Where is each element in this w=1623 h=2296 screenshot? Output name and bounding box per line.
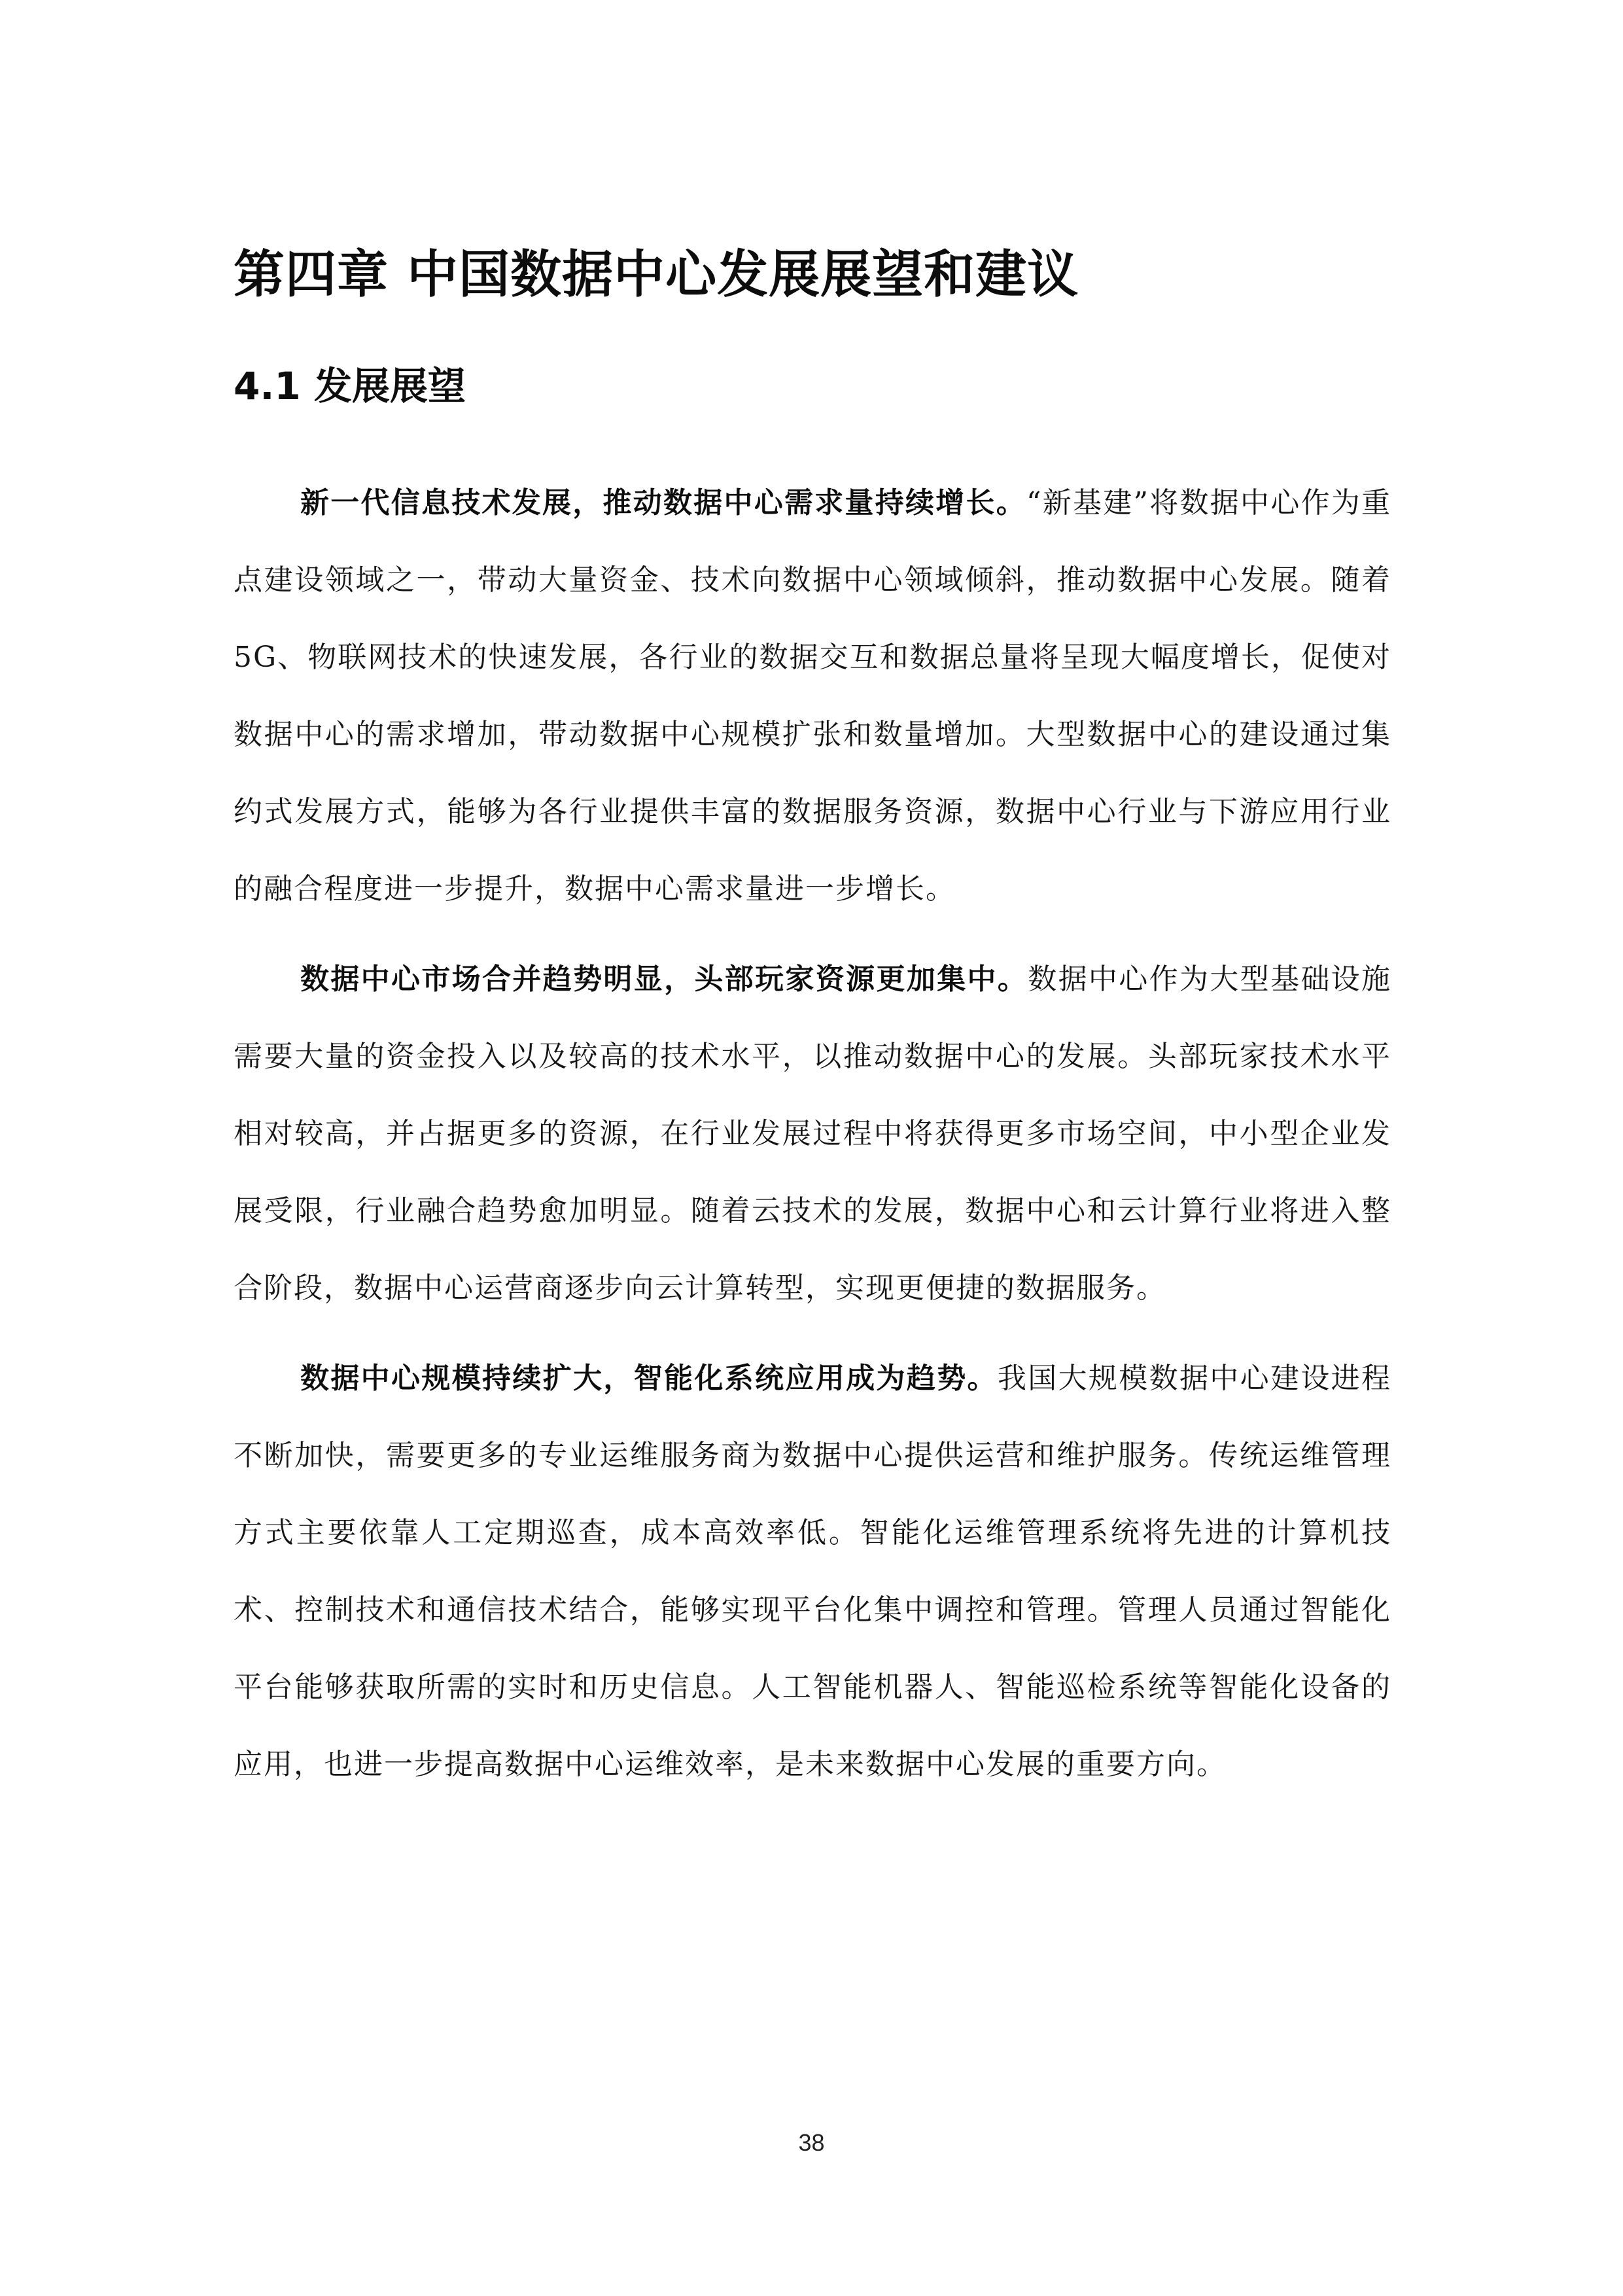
section-title: 4.1 发展展望 bbox=[234, 364, 466, 408]
chapter-title: 第四章 中国数据中心发展展望和建议 bbox=[234, 245, 1079, 304]
paragraph-text: “新基建”将数据中心作为重点建设领域之一，带动大量资金、技术向数据中心领域倾斜，推动数据中心发展。随着 5G、物联网技术的快速发展，各行业的数据交互和数据总量将呈现大幅度增长，促使对数据中心的需求增加，带动数据中心规模扩张和数量增加。大型数据中心的建设通过集约式发展方式，能够为各行业提供丰富的数据服务资源，数据中心行业与下游应用行业的融合程度进一步提升，数据中心需求量进一步增长。 bbox=[234, 486, 1391, 906]
paragraph-lead: 数据中心市场合并趋势明显，头部玩家资源更加集中。 bbox=[300, 963, 1028, 996]
paragraph-demand-growth bbox=[234, 465, 1391, 928]
paragraph-market-consolidation bbox=[234, 941, 1391, 1327]
page-number: 38 bbox=[798, 2129, 825, 2156]
paragraph-text: 我国大规模数据中心建设进程不断加快，需要更多的专业运维服务商为数据中心提供运营和维护服务。传统运维管理方式主要依靠人工定期巡查，成本高效率低。智能化运维管理系统将先进的计算机技术、控制技术和通信技术结合，能够实现平台化集中调控和管理。管理人员通过智能化平台能够获取所需的实时和历史信息。人工智能机器人、智能巡检系统等智能化设备的应用，也进一步提高数据中心运维效率，是未来数据中心发展的重要方向。 bbox=[234, 1362, 1392, 1781]
paragraph-lead: 数据中心规模持续扩大，智能化系统应用成为趋势。 bbox=[300, 1362, 998, 1395]
body-text bbox=[234, 465, 1391, 1816]
paragraph-text: 数据中心作为大型基础设施需要大量的资金投入以及较高的技术水平，以推动数据中心的发展。头部玩家技术水平相对较高，并占据更多的资源，在行业发展过程中将获得更多市场空间，中小型企业发展受限，行业融合趋势愈加明显。随着云技术的发展，数据中心和云计算行业将进入整合阶段，数据中心运营商逐步向云计算转型，实现更便捷的数据服务。 bbox=[234, 963, 1392, 1305]
paragraph-intelligent-systems bbox=[234, 1340, 1391, 1803]
paragraph-lead: 新一代信息技术发展，推动数据中心需求量持续增长。 bbox=[300, 486, 1026, 520]
